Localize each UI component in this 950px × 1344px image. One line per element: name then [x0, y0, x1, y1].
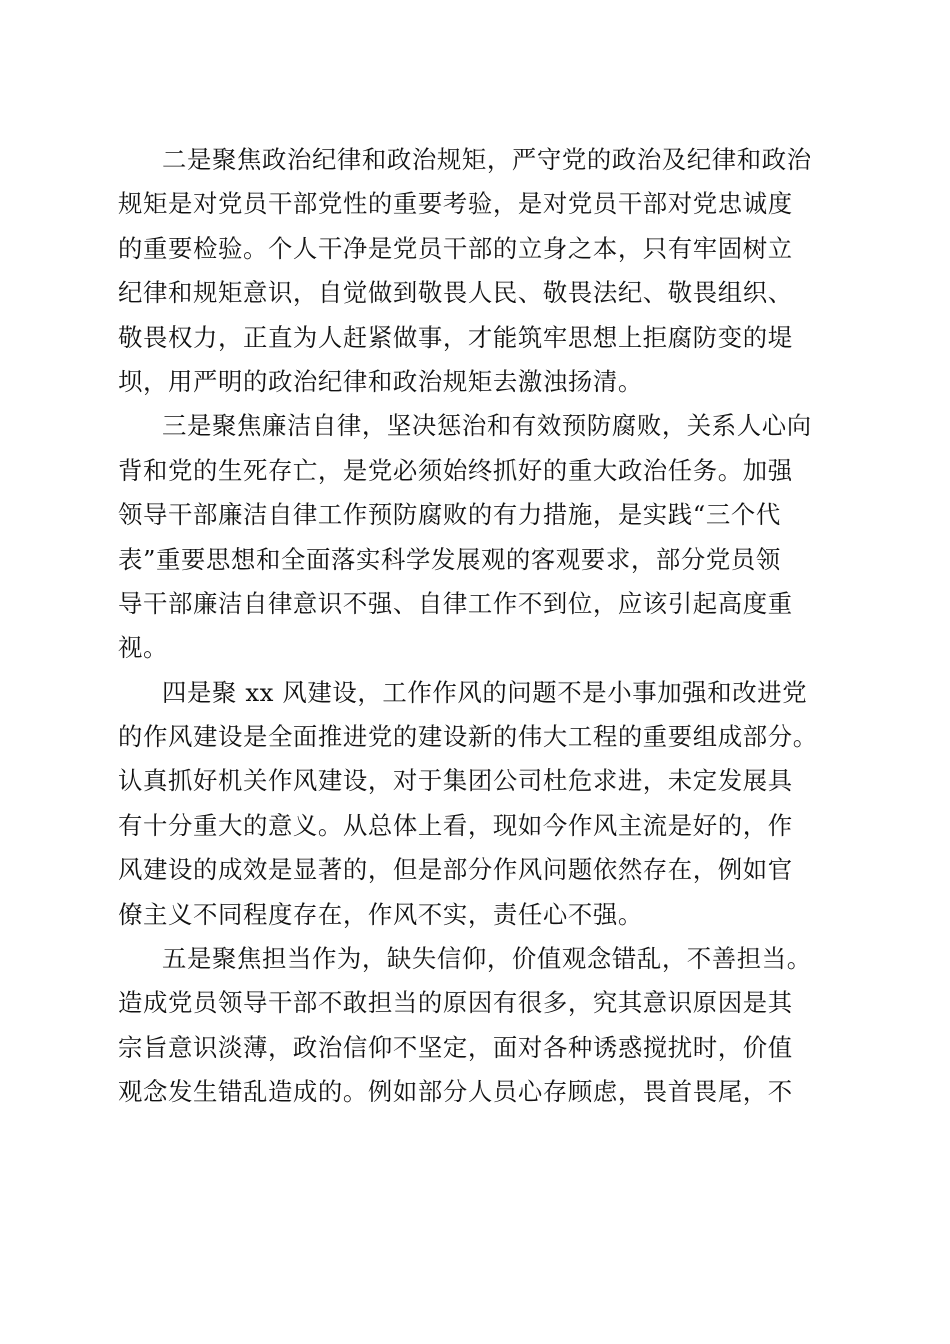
paragraph-line: 背和党的生死存亡，是党必须始终抓好的重大政治任务。加强: [118, 455, 793, 485]
paragraph-line: 坝，用严明的政治纪律和政治规矩去激浊扬清。: [118, 366, 643, 396]
paragraph-line: 纪律和规矩意识，自觉做到敬畏人民、敬畏法纪、敬畏组织、: [118, 278, 793, 308]
paragraph-line: 表”重要思想和全面落实科学发展观的客观要求，部分党员领: [118, 544, 781, 574]
paragraph-line: 领导干部廉洁自律工作预防腐败的有力措施，是实践“三个代: [118, 500, 781, 530]
paragraph-line: 认真抓好机关作风建设，对于集团公司杜危求进，未定发展具: [118, 766, 793, 796]
paragraph-line: 五是聚焦担当作为，缺失信仰，价值观念错乱，不善担当。: [162, 944, 812, 974]
paragraph-line: 宗旨意识淡薄，政治信仰不坚定，面对各种诱惑搅扰时，价值: [118, 1032, 793, 1062]
paragraph-line: 三是聚焦廉洁自律，坚决惩治和有效预防腐败，关系人心向: [162, 411, 812, 441]
paragraph-line: 观念发生错乱造成的。例如部分人员心存顾虑，畏首畏尾，不: [118, 1077, 793, 1107]
paragraph-line: 二是聚焦政治纪律和政治规矩，严守党的政治及纪律和政治: [162, 145, 812, 174]
paragraph-work-style: [118, 671, 828, 937]
paragraph-integrity-self-discipline: [118, 404, 828, 670]
paragraph-line: 视。: [118, 633, 168, 663]
paragraph-line: 造成党员领导干部不敢担当的原因有很多，究其意识原因是其: [118, 988, 793, 1018]
paragraph-line: 规矩是对党员干部党性的重要考验，是对党员干部对党忠诚度: [118, 189, 793, 219]
paragraph-line: 的重要检验。个人干净是党员干部的立身之本，只有牢固树立: [118, 233, 793, 263]
paragraph-line: 的作风建设是全面推进党的建设新的伟大工程的重要组成部分。: [118, 722, 818, 752]
paragraph-responsibility: [118, 937, 828, 1115]
paragraph-line: 四是聚 xx 风建设，工作作风的问题不是小事加强和改进党: [162, 677, 808, 707]
paragraph-line: 僚主义不同程度存在，作风不实，责任心不强。: [118, 899, 643, 929]
paragraph-political-discipline: [118, 138, 828, 404]
paragraph-line: 风建设的成效是显著的，但是部分作风问题依然存在，例如官: [118, 855, 793, 885]
paragraph-line: 导干部廉洁自律意识不强、自律工作不到位，应该引起高度重: [118, 588, 793, 618]
document-body: [118, 138, 828, 1115]
paragraph-line: 敬畏权力，正直为人赶紧做事，才能筑牢思想上拒腐防变的堤: [118, 322, 793, 352]
paragraph-line: 有十分重大的意义。从总体上看，现如今作风主流是好的，作: [118, 810, 793, 840]
